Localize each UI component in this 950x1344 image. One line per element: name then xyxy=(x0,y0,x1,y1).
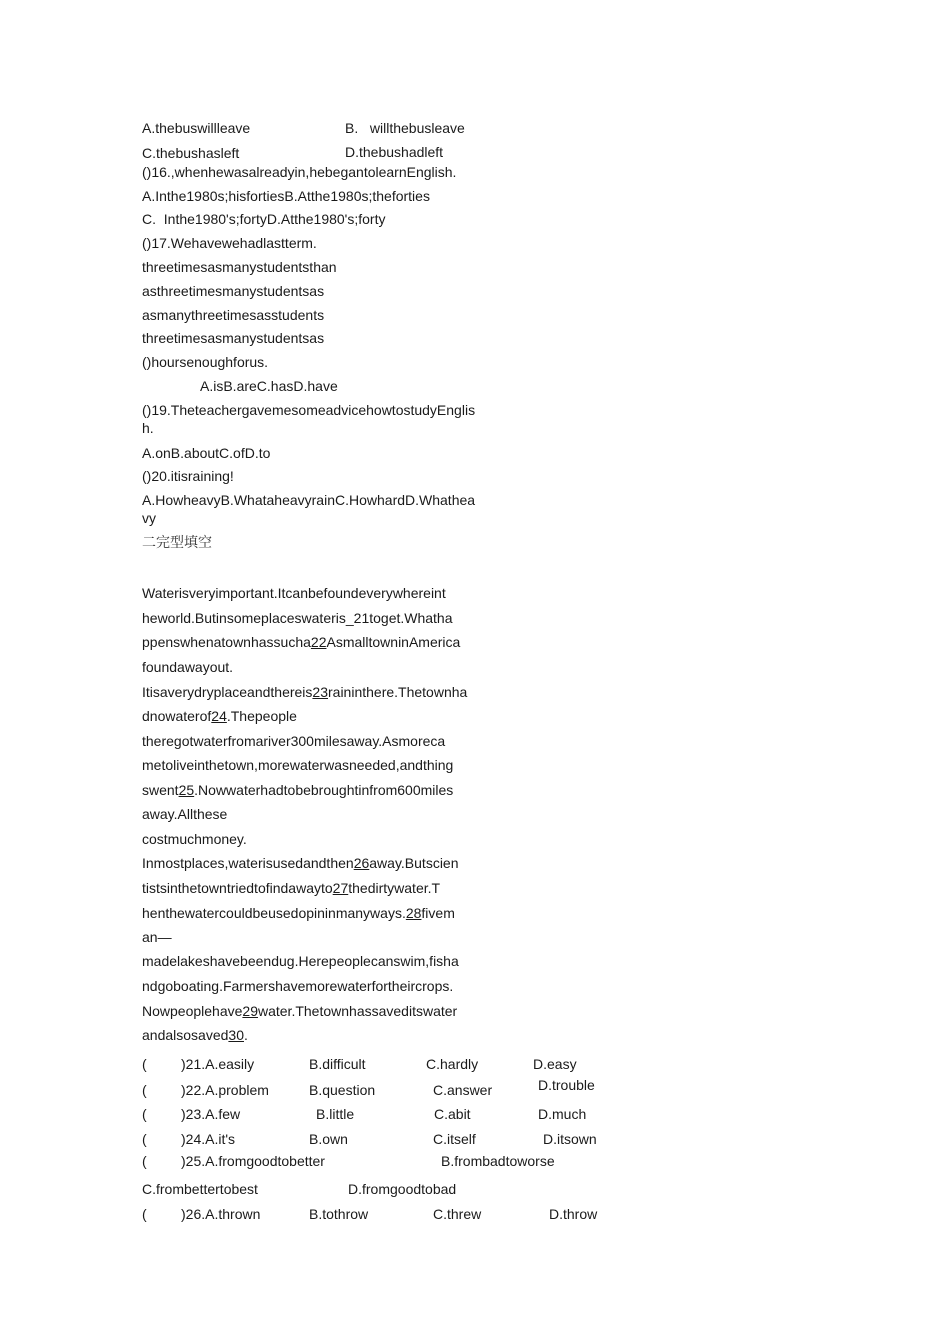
q16-stem: ()16.,whenhewasalreadyin,hebegantolearnEnglish. xyxy=(142,164,457,180)
q20-stem: ()20.itisraining! xyxy=(142,468,234,484)
passage-line: costmuchmoney. xyxy=(142,831,247,847)
passage-text: Itisaverydryplaceandthereis xyxy=(142,684,313,700)
passage-line xyxy=(142,879,440,897)
q23-option-d: D.much xyxy=(538,1106,587,1122)
q15-option-d: D.thebushadleft xyxy=(345,144,444,160)
q16-options-cd: C. Inthe1980's;fortyD.Atthe1980's;forty xyxy=(142,211,386,227)
blank-27: 27 xyxy=(332,880,349,896)
passage-text: Inmostplaces,waterisusedandthen xyxy=(142,855,354,871)
blank-22: 22 xyxy=(310,634,327,650)
q25-option-b: B.frombadtoworse xyxy=(441,1153,555,1169)
q24-option-b: B.own xyxy=(309,1131,348,1147)
passage-line: ndgoboating.Farmershavemorewaterfortheircrops. xyxy=(142,978,454,994)
passage-line xyxy=(142,683,467,701)
passage-line: an— xyxy=(142,929,172,945)
answer-paren: ( xyxy=(142,1131,147,1147)
q24-option-a: )24.A.it's xyxy=(181,1131,236,1147)
q23-option-a: )23.A.few xyxy=(181,1106,241,1122)
q24-option-d: D.itsown xyxy=(543,1131,597,1147)
blank-29: 29 xyxy=(242,1003,258,1019)
passage-text: fivem xyxy=(421,905,455,921)
q18-options: A.isB.areC.hasD.have xyxy=(200,378,338,394)
q17-option-c: asmanythreetimesasstudents xyxy=(142,307,325,323)
passage-text: thedirtywater.T xyxy=(348,880,441,896)
passage-line xyxy=(142,707,297,725)
q17-stem: ()17.Wehavewehadlastterm. xyxy=(142,235,317,251)
q25-option-c: C.frombettertobest xyxy=(142,1181,258,1197)
passage-line: foundawayout. xyxy=(142,659,234,675)
passage-line xyxy=(142,1026,248,1044)
blank-30: 30 xyxy=(228,1027,244,1043)
answer-paren: ( xyxy=(142,1082,147,1098)
q25-option-d: D.fromgoodtobad xyxy=(348,1181,457,1197)
q25-option-a: )25.A.fromgoodtobetter xyxy=(181,1153,325,1169)
q26-option-a: )26.A.thrown xyxy=(181,1206,261,1222)
passage-line xyxy=(142,1002,457,1020)
passage-line xyxy=(142,904,455,922)
passage-line xyxy=(142,633,460,651)
q21-option-a: )21.A.easily xyxy=(181,1056,255,1072)
passage-line: away.Allthese xyxy=(142,806,228,822)
q22-option-d: D.trouble xyxy=(538,1077,595,1093)
q17-option-a: threetimesasmanystudentsthan xyxy=(142,259,337,275)
passage-text: henthewatercouldbeusedopininmanyways. xyxy=(142,905,406,921)
passage-line: heworld.Butinsomeplaceswateris_21toget.Whatha xyxy=(142,610,453,626)
passage-line: metoliveinthetown,morewaterwasneeded,andthing xyxy=(142,757,454,773)
blank-26: 26 xyxy=(353,855,370,871)
q19-stem: ()19.TheteachergavemesomeadvicehowtostudyEnglish. xyxy=(142,402,476,436)
passage-text: andalsosaved xyxy=(142,1027,229,1043)
passage-text: Nowpeoplehave xyxy=(142,1003,243,1019)
passage-line: Waterisveryimportant.Itcanbefoundeverywhereint xyxy=(142,585,446,601)
q26-option-d: D.throw xyxy=(549,1206,598,1222)
passage-text: swent xyxy=(142,782,179,798)
q26-option-b: B.tothrow xyxy=(309,1206,369,1222)
passage-line: theregotwaterfromariver300milesaway.Asmoreca xyxy=(142,733,446,749)
passage-text: AsmalltowninAmerica xyxy=(326,634,461,650)
blank-23: 23 xyxy=(312,684,328,700)
passage-text: tistsinthetowntriedtofindawayto xyxy=(142,880,333,896)
passage-text: water.Thetownhassaveditswater xyxy=(257,1003,458,1019)
blank-25: 25 xyxy=(178,782,195,798)
blank-28: 28 xyxy=(405,905,422,921)
blank-24: 24 xyxy=(211,708,227,724)
q17-option-d: threetimesasmanystudentsas xyxy=(142,330,325,346)
q15-option-a: A.thebuswillleave xyxy=(142,120,251,136)
q17-option-b: asthreetimesmanystudentsas xyxy=(142,283,325,299)
q26-option-c: C.threw xyxy=(433,1206,482,1222)
answer-paren: ( xyxy=(142,1206,147,1222)
passage-line xyxy=(142,854,459,872)
passage-text: ppenswhenatownhassucha xyxy=(142,634,311,650)
q15-option-c: C.thebushasleft xyxy=(142,145,240,161)
q21-option-c: C.hardly xyxy=(426,1056,479,1072)
answer-paren: ( xyxy=(142,1106,147,1122)
passage-line: madelakeshavebeendug.Herepeoplecanswim,fisha xyxy=(142,953,459,969)
q22-option-c: C.answer xyxy=(433,1082,493,1098)
passage-text: .Nowwaterhadtobebroughtinfrom600miles xyxy=(194,782,454,798)
q23-option-c: C.abit xyxy=(434,1106,471,1122)
q22-option-b: B.question xyxy=(309,1082,376,1098)
passage-text: away.Butscien xyxy=(369,855,459,871)
passage-line xyxy=(142,781,453,799)
q15-option-b: B. willthebusleave xyxy=(345,120,465,136)
q22-option-a: )22.A.problem xyxy=(181,1082,269,1098)
q21-option-b: B.difficult xyxy=(309,1056,366,1072)
q23-option-b: B.little xyxy=(316,1106,355,1122)
q18-stem: ()hoursenoughforus. xyxy=(142,354,269,370)
passage-text: raininthere.Thetownha xyxy=(328,684,468,700)
answer-paren: ( xyxy=(142,1056,147,1072)
q16-options-ab: A.Inthe1980s;hisfortiesB.Atthe1980s;theforties xyxy=(142,188,430,204)
q19-options: A.onB.aboutC.ofD.to xyxy=(142,445,271,461)
q21-option-d: D.easy xyxy=(533,1056,577,1072)
passage-text: dnowaterof xyxy=(142,708,212,724)
passage-text: . xyxy=(243,1027,248,1043)
q24-option-c: C.itself xyxy=(433,1131,476,1147)
passage-text: .Thepeople xyxy=(226,708,297,724)
answer-paren: ( xyxy=(142,1153,147,1169)
q20-options: A.HowheavyB.WhataheavyrainC.HowhardD.Whatheavy xyxy=(142,492,476,526)
section-heading: 二完型填空 xyxy=(142,535,212,551)
